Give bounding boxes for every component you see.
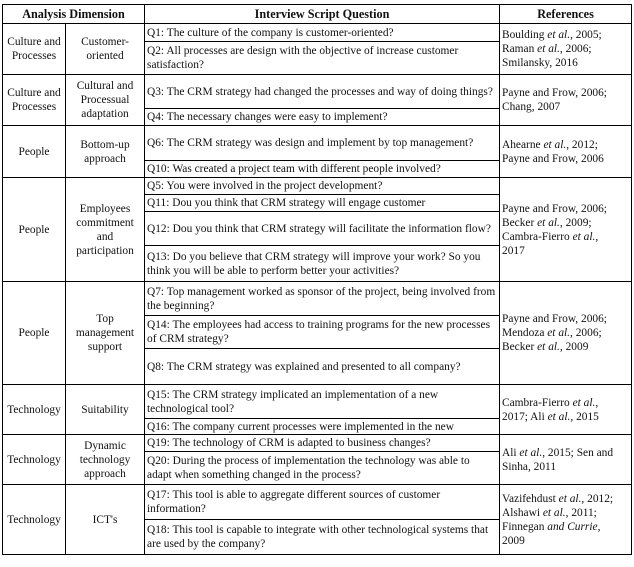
subdimension-cell: Suitability xyxy=(66,385,145,435)
header-analysis-dimension: Analysis Dimension xyxy=(3,5,145,24)
dimension-cell: People xyxy=(3,178,66,282)
question-cell: Q11: Dou you think that CRM strategy will engage customer xyxy=(145,195,500,212)
question-cell: Q19: The technology of CRM is adapted to business changes? xyxy=(145,435,500,452)
header-references: References xyxy=(500,5,632,24)
dimension-cell: Culture and Processes xyxy=(3,75,66,126)
references-cell xyxy=(500,385,632,435)
table-row xyxy=(3,75,632,109)
subdimension-cell: Cultural and Processual adaptation xyxy=(66,75,145,126)
references-cell xyxy=(500,282,632,385)
subdimension-cell: Customer-oriented xyxy=(66,24,145,75)
references-cell xyxy=(500,24,632,75)
subdimension-cell: Top management support xyxy=(66,282,145,385)
question-cell: Q7: Top management worked as sponsor of the project, being involved from the beginning? xyxy=(145,282,500,316)
reference-line: Sinha, 2011 xyxy=(502,460,557,473)
question-cell: Q18: This tool is capable to integrate with other technological systems that are used by the company? xyxy=(145,520,500,555)
dimension-cell: Culture and Processes xyxy=(3,24,66,75)
references-cell xyxy=(500,75,632,126)
references-cell xyxy=(500,126,632,178)
question-cell: Q3: The CRM strategy had changed the processes and way of doing things? xyxy=(145,75,500,109)
subdimension-cell: ICT's xyxy=(66,485,145,555)
question-cell: Q13: Do you believe that CRM strategy will improve your work? So you think you will be able to perform better your activities? xyxy=(145,246,500,282)
dimension-cell: People xyxy=(3,282,66,385)
reference-line: Payne and Frow, 2006; xyxy=(502,202,607,215)
question-cell: Q4: The necessary changes were easy to implement? xyxy=(145,109,500,126)
reference-line: 2017 xyxy=(502,244,525,257)
reference-line: Ahearne et al., 2012; xyxy=(502,138,598,151)
question-cell: Q8: The CRM strategy was explained and presented to all company? xyxy=(145,349,500,385)
subdimension-cell: Bottom-up approach xyxy=(66,126,145,178)
reference-line: Payne and Frow, 2006 xyxy=(502,152,604,165)
question-cell: Q20: During the process of implementation the technology was able to adapt when something changed in the process? xyxy=(145,452,500,485)
reference-line: Finnegan and Currie, xyxy=(502,520,601,533)
table-row xyxy=(3,435,632,452)
reference-line: Raman et al., 2006; xyxy=(502,43,592,55)
question-cell: Q15: The CRM strategy implicated an implementation of a new technological tool? xyxy=(145,385,500,419)
table-header-row xyxy=(3,5,632,24)
reference-line: Cambra-Fierro et al., xyxy=(502,230,599,243)
question-cell: Q12: Dou you think that CRM strategy will facilitate the information flow? xyxy=(145,212,500,246)
question-cell: Q14: The employees had access to training programs for the new processes of CRM strategy? xyxy=(145,316,500,349)
subdimension-cell: Dynamic technology approach xyxy=(66,435,145,485)
reference-line: Ali et al., 2015; Sen and xyxy=(502,446,614,459)
reference-line: Smilansky, 2016 xyxy=(502,57,578,69)
reference-line: 2017; Ali et al., 2015 xyxy=(502,410,599,423)
question-cell: Q17: This tool is able to aggregate different sources of customer information? xyxy=(145,485,500,520)
reference-line: Cambra-Fierro et al., xyxy=(502,396,599,409)
table-row xyxy=(3,485,632,520)
reference-line: Mendoza et al., 2006; xyxy=(502,327,602,339)
dimension-cell: People xyxy=(3,126,66,178)
interview-script-table xyxy=(2,4,632,555)
reference-line: Vazifehdust et al., 2012; xyxy=(502,492,614,505)
reference-line: Becker et al., 2009; xyxy=(502,216,592,229)
reference-line: Boulding et al., 2005; xyxy=(502,29,602,41)
table-row xyxy=(3,178,632,195)
question-cell: Q16: The company current processes were implemented in the new xyxy=(145,419,500,435)
references-cell xyxy=(500,485,632,555)
reference-line: Payne and Frow, 2006; xyxy=(502,313,607,325)
table-row xyxy=(3,282,632,316)
dimension-cell: Technology xyxy=(3,435,66,485)
reference-line: Becker et al., 2009 xyxy=(502,341,589,353)
question-cell: Q1: The culture of the company is customer-oriented? xyxy=(145,24,500,42)
question-cell: Q5: You were involved in the project development? xyxy=(145,178,500,195)
dimension-cell: Technology xyxy=(3,385,66,435)
subdimension-cell: Employees commitment and participation xyxy=(66,178,145,282)
references-cell xyxy=(500,435,632,485)
table-row xyxy=(3,24,632,42)
references-cell xyxy=(500,178,632,282)
table-row xyxy=(3,385,632,419)
question-cell: Q6: The CRM strategy was design and implement by top management? xyxy=(145,126,500,161)
question-cell: Q2: All processes are design with the objective of increase customer satisfaction? xyxy=(145,42,500,75)
table-row xyxy=(3,126,632,161)
dimension-cell: Technology xyxy=(3,485,66,555)
reference-line: Chang, 2007 xyxy=(502,101,561,113)
header-interview-question: Interview Script Question xyxy=(145,5,500,24)
reference-line: 2009 xyxy=(502,534,525,547)
question-cell: Q10: Was created a project team with different people involved? xyxy=(145,161,500,178)
reference-line: Alshawi et al., 2011; xyxy=(502,506,597,519)
reference-line: Payne and Frow, 2006; xyxy=(502,87,607,99)
